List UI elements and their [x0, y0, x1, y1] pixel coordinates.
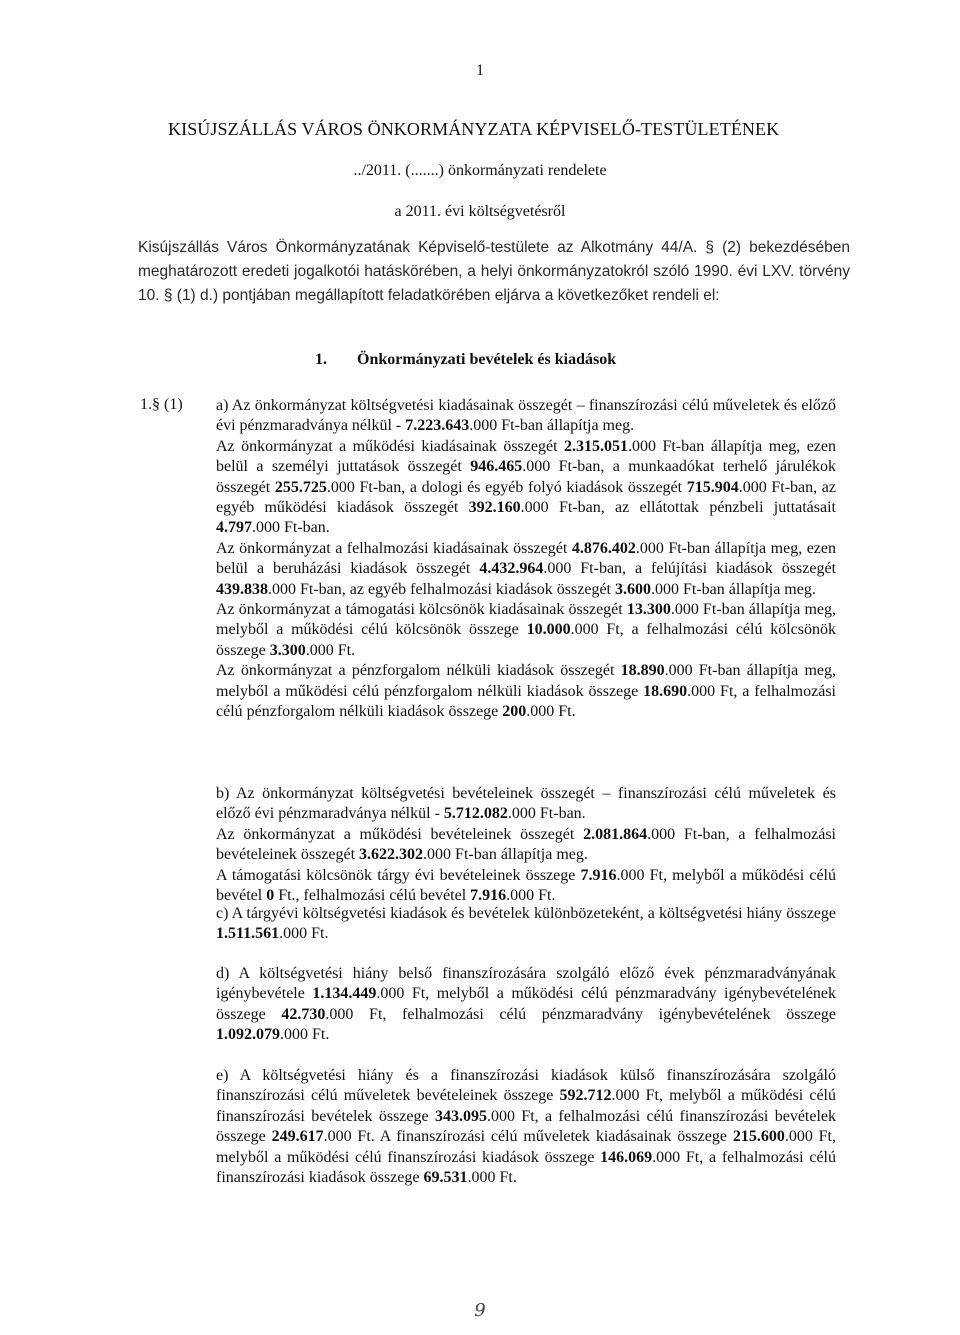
ordinance-number: ../2011. (.......) önkormányzati rendelete [353, 162, 607, 179]
loan-revenue-paragraph: A támogatási kölcsönök tárgy évi bevételeinek összege 7.916.000 Ft, melyből a működési célú bevétel 0 Ft., felhalmozási célú bevétel 7.916.000 Ft. [216, 866, 836, 905]
operating-expenditure-paragraph: Az önkormányzat a működési kiadásainak összegét 2.315.051.000 Ft-ban állapítja meg, ezen belül a személyi juttatások összegét 946.465.000 Ft-ban, a munkaadókat terhelő járulékok összegét 255.725.000 Ft-ban, a dologi és egyéb folyó kiadások összegét 715.904.000 Ft-ban, az egyéb működési kiadások összegét 392.160.000 Ft-ban, az ellátottak pénzbeli juttatásait 4.797.000 Ft-ban. [216, 437, 837, 537]
internal-financing-paragraph: d) A költségvetési hiány belső finanszírozására szolgáló előző évek pénzmaradványának igénybevétele 1.134.449.000 Ft, melyből a működési célú pénzmaradvány igénybevételének összege 42.730.000 Ft, felhalmozási célú pénzmaradvány igénybevételének összege 1.092.079.000 Ft. [216, 965, 837, 1044]
noncash-expenditure-paragraph: Az önkormányzat a pénzforgalom nélküli kiadások összegét 18.890.000 Ft-ban állapítja meg, melyből a működési célú pénzforgalom nélküli kiadások összege 18.690.000 Ft, a felhalmozási célú pénzforgalom nélküli kiadások összege 200.000 Ft. [216, 662, 837, 721]
section-title: Önkormányzati bevételek és kiadások [357, 351, 617, 368]
handwritten-page-mark: 9 [474, 1300, 486, 1321]
revenue-split-paragraph: Az önkormányzat a működési bevételeinek összegét 2.081.864.000 Ft-ban, a felhalmozási bevételeinek összegét 3.622.302.000 Ft-ban állapítja meg. [216, 825, 837, 864]
paragraph-label: 1.§ (1) [140, 396, 183, 413]
expenditure-total-paragraph: a) Az önkormányzat költségvetési kiadásainak összegét – finanszírozási célú műveletek és előző évi pénzmaradványa nélkül - 7.223.643.000 Ft-ban állapítja meg. [216, 397, 836, 435]
subparagraph-d [216, 964, 836, 1046]
section-number: 1. [315, 351, 327, 368]
capital-expenditure-paragraph: Az önkormányzat a felhalmozási kiadásainak összegét 4.876.402.000 Ft-ban állapítja meg, ezen belül a beruházási kiadások összegét 4.432.964.000 Ft-ban, a felújítási kiadások összegét 439.838.000 Ft-ban, az egyéb felhalmozási kiadások összegét 3.600.000 Ft-ban állapítja meg. [216, 539, 837, 598]
page-number: 1 [476, 62, 484, 79]
document-subtitle: a 2011. évi költségvetésről [394, 203, 566, 220]
revenue-total-paragraph: b) Az önkormányzat költségvetési bevételeinek összegét – finanszírozási célú műveletek és előző évi pénzmaradványa nélkül - 5.712.082.000 Ft-ban. [216, 785, 836, 823]
subparagraph-a [216, 396, 836, 723]
subparagraph-e [216, 1066, 836, 1188]
loan-expenditure-paragraph: Az önkormányzat a támogatási kölcsönök kiadásainak összegét 13.300.000 Ft-ban állapítja meg, melyből a működési célú kölcsönök összege 10.000.000 Ft, a felhalmozási célú kölcsönök összege 3.300.000 Ft. [216, 601, 837, 659]
deficit-paragraph: c) A tárgyévi költségvetési kiadások és bevételek különbözeteként, a költségvetési hiány összege 1.511.561.000 Ft. [216, 905, 836, 943]
external-financing-paragraph: e) A költségvetési hiány és a finanszírozási kiadások külső finanszírozására szolgáló finanszírozási célú műveletek bevételeinek összege 592.712.000 Ft, melyből a működési célú finanszírozási bevételek összege 343.095.000 Ft, a felhalmozási célú finanszírozási bevételek összege 249.617.000 Ft. A finanszírozási célú műveletek kiadásainak összege 215.600.000 Ft, melyből a működési célú finanszírozási kiadások összege 146.069.000 Ft, a felhalmozási célú finanszírozási kiadások összege 69.531.000 Ft. [216, 1067, 837, 1187]
document-title: KISÚJSZÁLLÁS VÁROS ÖNKORMÁNYZATA KÉPVISELŐ-TESTÜLETÉNEK [168, 119, 780, 139]
preamble-paragraph: Kisújszállás Város Önkormányzatának Képviselő-testülete az Alkotmány 44/A. § (2) bekezdésében meghatározott eredeti jogalkotói hatáskörében, a helyi önkormányzatokról szóló 1990. évi LXV. törvény 10. § (1) d.) pontjában megállapított feladatkörében eljárva a következőket rendeli el: [138, 239, 850, 304]
subparagraph-b [216, 784, 836, 906]
subparagraph-c [216, 904, 836, 945]
section-heading [315, 351, 616, 369]
